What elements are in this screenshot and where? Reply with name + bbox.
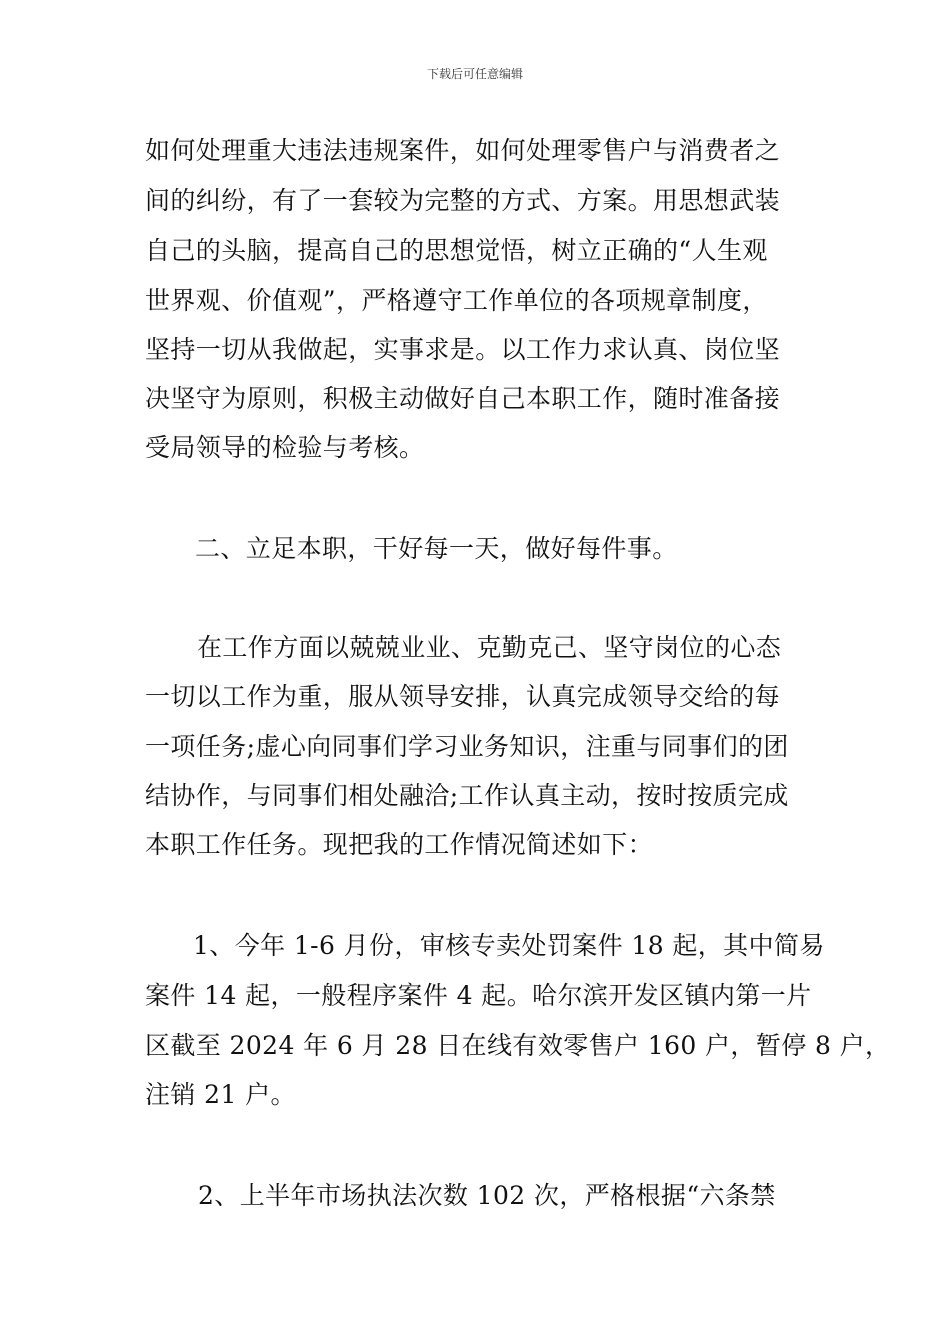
text-line: 自己的头脑，提高自己的思想觉悟，树立正确的“人生观	[145, 236, 768, 265]
text-line: 间的纠纷，有了一套较为完整的方式、方案。用思想武装	[145, 186, 781, 215]
page-header: 下载后可任意编辑	[426, 67, 523, 81]
text-line: 如何处理重大违法违规案件，如何处理零售户与消费者之	[145, 136, 781, 165]
text-line: 1、今年 1-6 月份，审核专卖处罚案件 18 起，其中简易	[193, 931, 825, 960]
text-line: 一切以工作为重，服从领导安排，认真完成领导交给的每	[145, 682, 781, 711]
text-line: 结协作，与同事们相处融洽;工作认真主动，按时按质完成	[145, 781, 789, 810]
text-line: 一项任务;虚心向同事们学习业务知识，注重与同事们的团	[145, 732, 789, 761]
text-line: 世界观、价值观”，严格遵守工作单位的各项规章制度，	[145, 286, 768, 315]
text-line: 2、上半年市场执法次数 102 次，严格根据“六条禁	[198, 1181, 776, 1210]
text-line: 坚持一切从我做起，实事求是。以工作力求认真、岗位坚	[145, 335, 781, 364]
text-line: 受局领导的检验与考核。	[145, 433, 425, 462]
section-heading: 二、立足本职，干好每一天，做好每件事。	[195, 534, 678, 563]
text-line: 决坚守为原则，积极主动做好自己本职工作，随时准备接	[145, 384, 781, 413]
text-line: 本职工作任务。现把我的工作情况简述如下：	[145, 830, 654, 859]
text-line: 在工作方面以兢兢业业、克勤克己、坚守岗位的心态	[197, 633, 782, 662]
text-line: 区截至 2024 年 6 月 28 日在线有效零售户 160 户，暂停 8 户，	[145, 1031, 891, 1060]
text-line: 案件 14 起，一般程序案件 4 起。哈尔滨开发区镇内第一片	[145, 981, 812, 1010]
text-line: 注销 21 户。	[145, 1080, 296, 1109]
